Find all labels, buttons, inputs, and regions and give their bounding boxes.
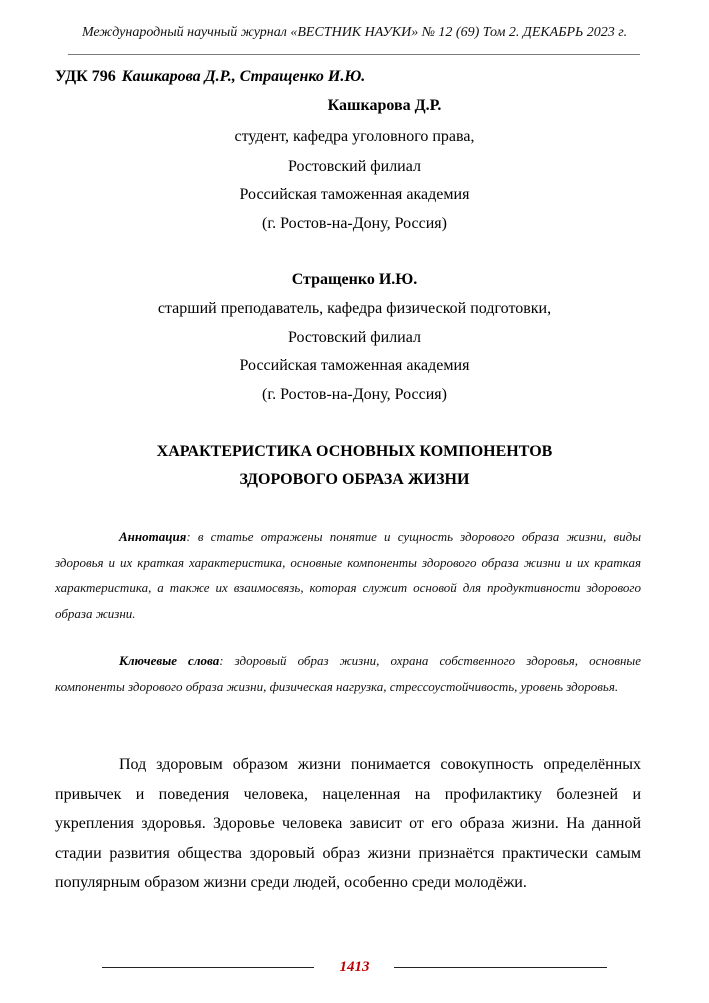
footer-rule-right bbox=[394, 967, 607, 968]
keywords-text: : здоровый образ жизни, охрана собственного здоровья, основные компоненты здорового образа жизни, физическая нагрузка, стрессоустойчивость, уровень здоровья. bbox=[55, 653, 641, 694]
abstract-text: : в статье отражены понятие и сущность здорового образа жизни, виды здоровья и их краткая характеристика, основные компоненты здорового образа жизни и их краткая характеристика, а также их взаимосвязь, которая служит основой для продуктивности здорового образа жизни. bbox=[55, 529, 641, 621]
author-1-position: студент, кафедра уголовного права, bbox=[234, 128, 475, 145]
abstract bbox=[55, 524, 641, 626]
journal-header: Международный научный журнал «ВЕСТНИК НАУКИ» № 12 (69) Том 2. ДЕКАБРЬ 2023 г. bbox=[81, 25, 628, 40]
author-2-branch: Ростовский филиал bbox=[288, 329, 421, 346]
keywords-label: Ключевые слова bbox=[119, 653, 220, 668]
author-2-location: (г. Ростов-на-Дону, Россия) bbox=[262, 386, 447, 403]
body-paragraph: Под здоровым образом жизни понимается совокупность определённых привычек и поведения человека, нацеленная на профилактику болезней и укрепления здоровья. Здоровье человека зависит от его образа жизни. На данной стадии развития общества здоровый образ жизни признаётся практически самым популярным образом жизни среди людей, особенно среди молодёжи. bbox=[55, 756, 641, 891]
author-2-organization: Российская таможенная академия bbox=[239, 357, 470, 374]
author-2-position: старший преподаватель, кафедра физической подготовки, bbox=[157, 300, 552, 317]
keywords bbox=[55, 648, 641, 699]
udk-authors: Кашкарова Д.Р., Стращенко И.Ю. bbox=[121, 68, 366, 85]
abstract-label: Аннотация bbox=[119, 529, 187, 544]
page-number: 1413 bbox=[339, 959, 370, 975]
author-1-name: Кашкарова Д.Р. bbox=[327, 97, 442, 114]
article-title-line-2: ЗДОРОВОГО ОБРАЗА ЖИЗНИ bbox=[239, 471, 470, 488]
header-divider bbox=[68, 54, 640, 55]
author-1-branch: Ростовский филиал bbox=[288, 158, 421, 175]
author-2-name: Стращенко И.Ю. bbox=[291, 271, 418, 288]
udk-code: УДК 796 bbox=[55, 68, 116, 85]
author-1-location: (г. Ростов-на-Дону, Россия) bbox=[262, 215, 447, 232]
udk-line bbox=[55, 67, 365, 87]
article-title-line-1: ХАРАКТЕРИСТИКА ОСНОВНЫХ КОМПОНЕНТОВ bbox=[156, 443, 553, 460]
author-1-organization: Российская таможенная академия bbox=[239, 186, 470, 203]
